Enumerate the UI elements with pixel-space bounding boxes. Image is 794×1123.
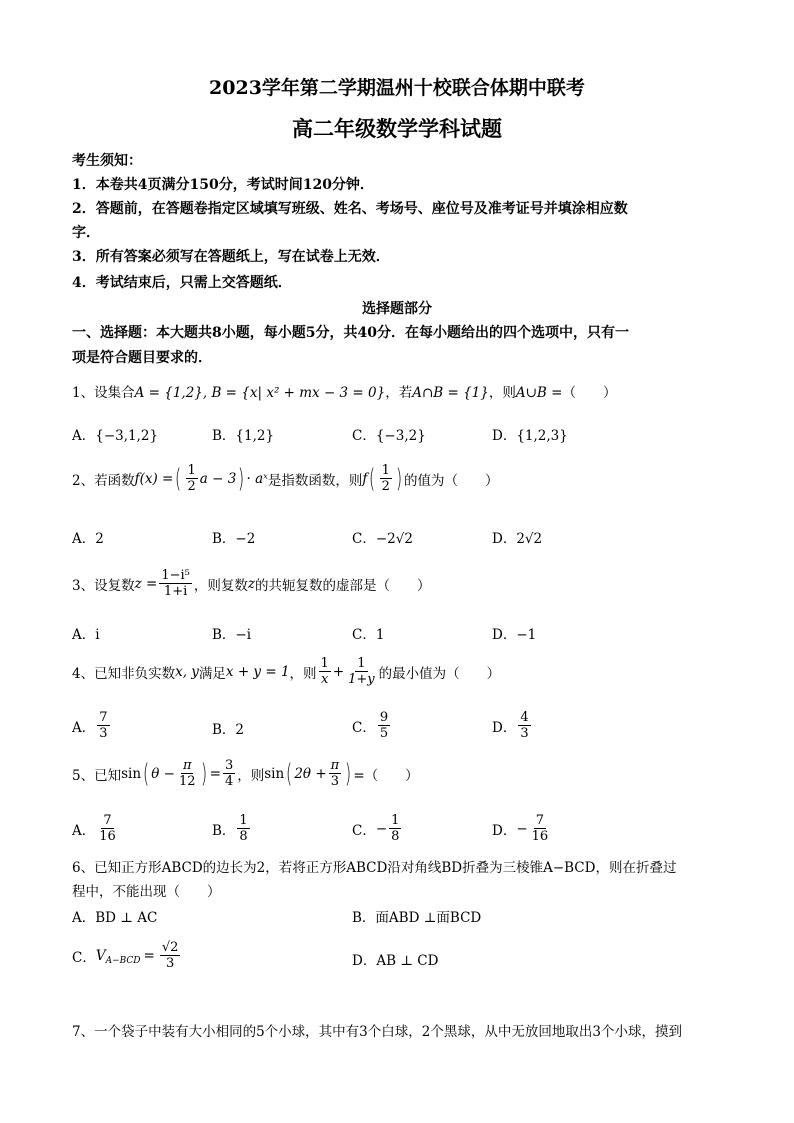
q2-half-den: 2 <box>187 479 196 494</box>
q5-pi12-den: 12 <box>178 774 196 789</box>
q3-num: 1−i⁵ <box>161 568 190 583</box>
q5-rparen2: ) <box>345 758 352 789</box>
q6-option-c-num: √2 <box>161 940 179 955</box>
q3-option-a[interactable]: A．i <box>72 627 100 643</box>
q5-option-a[interactable] <box>72 813 120 844</box>
q2-lparen: ( <box>175 463 182 494</box>
q2-f: f <box>362 470 368 487</box>
q1-intersection: A∩B = {1} <box>412 385 489 401</box>
q4-option-a-den: 3 <box>99 726 108 741</box>
q2-rparen: ) <box>238 463 245 494</box>
q2-a-power: · aˣ <box>246 470 268 487</box>
q4-frac2 <box>346 656 377 687</box>
q4-mid: 满足 <box>198 665 226 682</box>
q6-option-c-label: C． <box>72 949 96 966</box>
q5-option-c-label: C． <box>352 822 376 839</box>
q6-option-c[interactable] <box>72 940 182 971</box>
q5-option-a-frac <box>97 813 118 844</box>
question-5 <box>72 758 419 789</box>
q2-suffix: 的值为（ ） <box>404 472 499 489</box>
q3-prefix: 3、设复数 <box>72 577 135 594</box>
q5-theta: θ − <box>151 765 175 782</box>
q4-option-d-den: 3 <box>520 726 529 741</box>
q4-suffix: 的最小值为（ ） <box>378 665 501 682</box>
q5-pi12-num: π <box>182 758 192 773</box>
q5-sin2: sin <box>264 765 285 782</box>
q5-option-c-frac <box>389 813 401 844</box>
q5-option-a-den: 16 <box>99 829 116 844</box>
q3-z2: z <box>247 575 255 592</box>
question-2 <box>72 463 499 494</box>
question-4 <box>72 656 500 687</box>
q2-half-num: 1 <box>187 463 196 478</box>
q6-option-a[interactable]: A．BD ⊥ AC <box>72 910 158 926</box>
q5-option-b-num: 1 <box>239 813 248 828</box>
q5-lparen2: ( <box>286 758 293 789</box>
q3-option-b[interactable]: B．−i <box>212 627 252 643</box>
q2-fx: f(x) = <box>134 470 174 487</box>
q4-option-c-den: 5 <box>379 726 389 741</box>
q2-rparen2: ) <box>395 463 402 494</box>
q2-mid: 是指数函数，则 <box>267 472 363 489</box>
q6-option-c-v: V <box>95 947 106 964</box>
q4-option-a-label: A． <box>72 719 96 736</box>
q4-plus: + <box>332 663 345 680</box>
section-intro-2: 项是符合题目要求的． <box>72 350 212 366</box>
notice-item-1: 1．本卷共4页满分150分，考试时间120分钟． <box>72 177 374 193</box>
q1-option-a[interactable]: A．{−3,1,2} <box>72 428 159 444</box>
q5-eq: = <box>209 765 221 782</box>
q5-ratio-den: 4 <box>224 774 234 789</box>
q4-option-a-frac <box>97 710 109 741</box>
q5-option-b[interactable] <box>212 813 252 844</box>
q4-option-d-label: D． <box>492 719 517 736</box>
question-6-line-2: 程中，不能出现（ ） <box>72 884 221 900</box>
q6-option-c-sub: A−BCD <box>105 955 141 966</box>
q5-option-c[interactable] <box>352 813 403 844</box>
q1-option-c[interactable]: C．{−3,2} <box>352 428 426 444</box>
q5-option-d-num: 7 <box>535 813 545 828</box>
q5-option-d[interactable] <box>492 813 552 844</box>
q2-arg <box>380 463 392 494</box>
q5-option-a-label: A． <box>72 822 96 839</box>
q5-pi3-num: π <box>330 758 340 773</box>
q3-fraction <box>159 568 192 599</box>
q5-option-c-sign: − <box>375 820 388 837</box>
q5-prefix: 5、已知 <box>72 767 122 784</box>
q4-condition: x + y = 1 <box>225 663 290 680</box>
q5-option-c-den: 8 <box>391 829 400 844</box>
q4-frac1-num: 1 <box>320 656 329 671</box>
q5-option-b-label: B． <box>212 822 236 839</box>
notice-item-3: 3．所有答案必须写在答题纸上，写在试卷上无效． <box>72 249 390 265</box>
q4-mid2: ，则 <box>289 665 317 682</box>
q2-option-b[interactable]: B．−2 <box>212 531 256 547</box>
q3-z: z = <box>134 575 158 592</box>
q5-option-b-frac <box>237 813 249 844</box>
q5-option-d-den: 16 <box>531 829 549 844</box>
q1-prefix: 1、设集合 <box>72 385 135 401</box>
q4-frac1 <box>319 656 331 687</box>
q4-option-c-label: C． <box>352 719 376 736</box>
q5-ratio <box>223 758 235 789</box>
q5-suffix: =（ ） <box>353 767 419 784</box>
notice-heading: 考生须知： <box>72 153 142 169</box>
q5-pi12 <box>177 758 198 789</box>
q2-option-c[interactable]: C．−2√2 <box>352 531 413 547</box>
q4-option-c[interactable] <box>352 710 392 741</box>
q5-sin1: sin <box>121 765 142 782</box>
q1-mid2: ，则 <box>488 385 516 401</box>
q6-option-d[interactable]: D．AB ⊥ CD <box>352 953 439 969</box>
q1-option-d[interactable]: D．{1,2,3} <box>492 428 568 444</box>
q2-arg-num: 1 <box>381 463 390 478</box>
q5-option-d-sign: − <box>516 820 528 837</box>
question-7-line-1: 7、一个袋子中装有大小相同的5个小球，其中有3个白球，2个黑球，从中无放回地取出3个小球，摸到 <box>72 1024 682 1040</box>
q4-frac2-den: 1+y <box>348 672 375 687</box>
notice-item-4: 4．考试结束后，只需上交答题纸． <box>72 275 292 291</box>
q4-option-d[interactable] <box>492 710 533 741</box>
q2-half <box>186 463 198 494</box>
q1-union: A∪B = <box>515 385 563 401</box>
q5-option-d-frac <box>530 813 551 844</box>
question-6-line-1: 6、已知正方形ABCD的边长为2，若将正方形ABCD沿对角线BD折叠为三棱锥A−BCD，则在折叠过 <box>72 860 677 876</box>
q5-pi3-den: 3 <box>330 774 340 789</box>
q3-suffix: 的共轭复数的虚部是（ ） <box>254 577 431 594</box>
q5-pi3 <box>329 758 342 789</box>
q5-option-d-label: D． <box>492 822 517 839</box>
q5-mid: ，则 <box>237 767 265 784</box>
q4-option-a[interactable] <box>72 710 112 741</box>
q5-theta2: 2θ + <box>294 765 327 782</box>
section-title: 选择题部分 <box>362 301 432 317</box>
section-intro-1: 一、选择题：本大题共8小题，每小题5分，共40分．在每小题给出的四个选项中，只有一 <box>72 325 629 341</box>
q6-option-c-eq: = <box>143 947 155 964</box>
q1-mid: ，若 <box>385 385 413 401</box>
q1-option-b[interactable]: B．{1,2} <box>212 428 275 444</box>
exam-title: 2023学年第二学期温州十校联合体期中联考 <box>209 77 585 99</box>
q3-option-d[interactable]: D．−1 <box>492 627 537 643</box>
q2-lparen2: ( <box>369 463 376 494</box>
q6-option-b[interactable]: B．面ABD ⊥面BCD <box>352 910 482 926</box>
q2-arg-den: 2 <box>381 479 390 494</box>
q2-a-minus-3: a − 3 <box>199 470 237 487</box>
q5-option-a-num: 7 <box>103 813 112 828</box>
q1-set-defs: A = {1,2}, B = {x| x² + mx − 3 = 0} <box>134 385 386 401</box>
q5-option-b-den: 8 <box>239 829 248 844</box>
q6-option-c-frac <box>160 940 181 971</box>
question-1 <box>72 381 616 401</box>
exam-subtitle: 高二年级数学学科试题 <box>292 116 502 141</box>
notice-item-2-cont: 字． <box>72 225 100 241</box>
q2-option-a[interactable]: A．2 <box>72 531 104 547</box>
q3-option-c[interactable]: C．1 <box>352 627 385 643</box>
q5-option-c-num: 1 <box>391 813 400 828</box>
q4-option-c-frac <box>378 710 390 741</box>
q3-den: 1+i <box>163 584 188 599</box>
q4-option-b[interactable]: B．2 <box>212 722 245 738</box>
q4-option-d-frac <box>518 710 530 741</box>
q1-suffix: （ ） <box>562 385 617 401</box>
q4-prefix: 4、已知非负实数 <box>72 665 176 682</box>
q4-frac2-num: 1 <box>357 656 366 671</box>
q4-frac1-den: x <box>321 672 329 687</box>
q4-option-c-num: 9 <box>379 710 389 725</box>
question-3 <box>72 568 430 599</box>
q6-option-c-den: 3 <box>165 956 175 971</box>
q5-lparen1: ( <box>143 758 150 789</box>
q4-option-a-num: 7 <box>99 710 108 725</box>
q2-prefix: 2、若函数 <box>72 472 135 489</box>
q4-vars: x, y <box>175 663 199 680</box>
notice-item-2: 2．答题前，在答题卷指定区域填写班级、姓名、考场号、座位号及准考证号并填涂相应数 <box>72 201 628 217</box>
q4-option-d-num: 4 <box>520 710 529 725</box>
q5-rparen1: ) <box>201 758 208 789</box>
q5-ratio-num: 3 <box>224 758 234 773</box>
q2-option-d[interactable]: D．2√2 <box>492 531 543 547</box>
q3-mid: ，则复数 <box>193 577 248 594</box>
